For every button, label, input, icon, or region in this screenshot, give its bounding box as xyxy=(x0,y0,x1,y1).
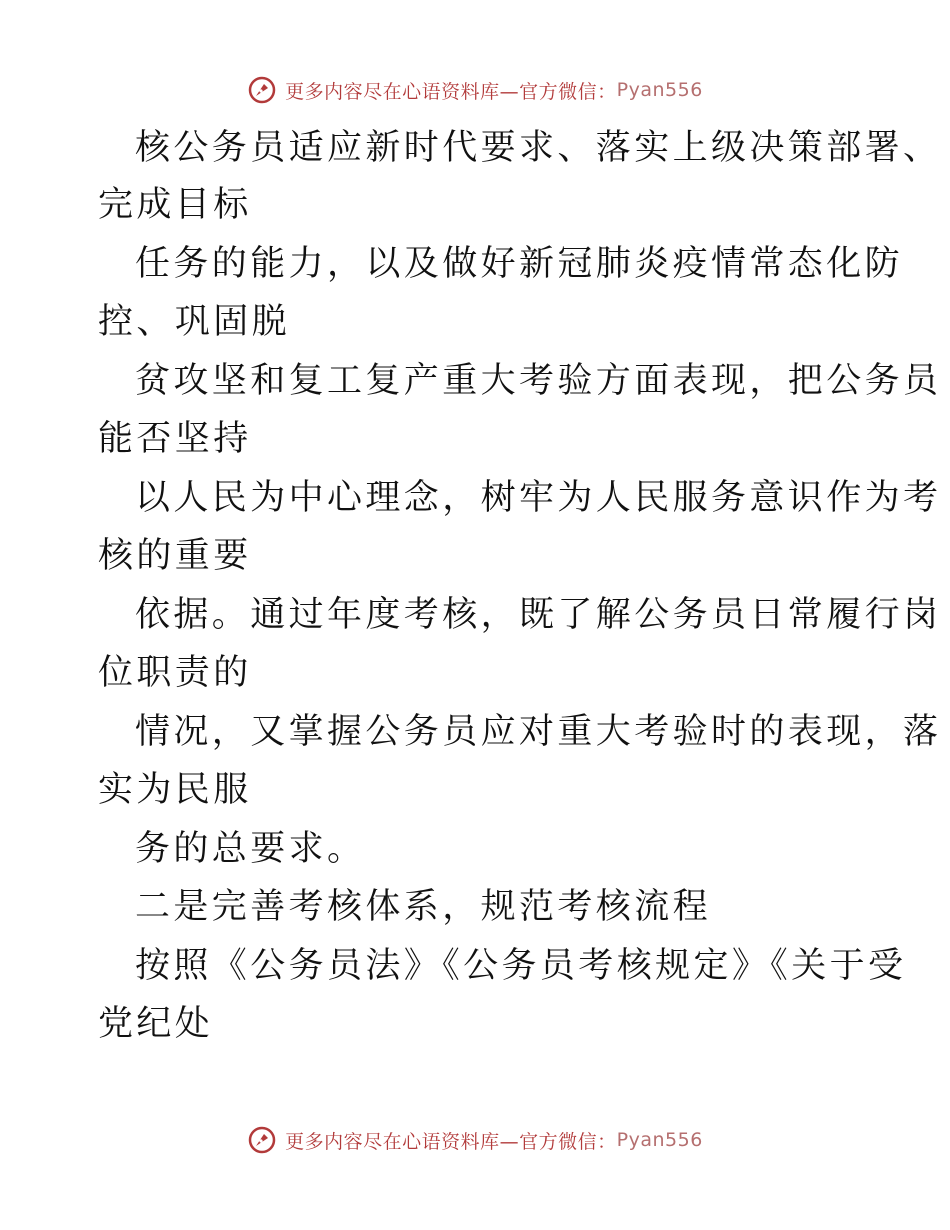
paragraph-line: 党纪处 xyxy=(98,1004,214,1044)
paragraph-line: 核公务员适应新时代要求、落实上级决策部署、 xyxy=(135,128,942,168)
paragraph-line: 务的总要求。 xyxy=(135,829,366,869)
section-heading-line: 二是完善考核体系，规范考核流程 xyxy=(135,887,712,927)
paragraph-line: 能否坚持 xyxy=(98,419,252,459)
paragraph-line: 情况，又掌握公务员应对重大考验时的表现，落 xyxy=(135,712,942,752)
paragraph-line: 位职责的 xyxy=(98,653,252,693)
watermark-text: 更多内容尽在心语资料库—官方微信： xyxy=(285,1130,617,1153)
paragraph-line: 控、巩固脱 xyxy=(98,302,291,342)
watermark-wechat-id: Pyan556 xyxy=(616,1129,703,1151)
watermark-wechat-id: Pyan556 xyxy=(616,79,703,101)
footer-watermark xyxy=(0,1120,950,1160)
paragraph-line: 以人民为中心理念，树牢为人民服务意识作为考 xyxy=(135,478,942,518)
paragraph-line: 核的重要 xyxy=(98,536,252,576)
paragraph-line: 任务的能力，以及做好新冠肺炎疫情常态化防 xyxy=(135,244,904,284)
paragraph-line: 贫攻坚和复工复产重大考验方面表现，把公务员 xyxy=(135,361,942,401)
paragraph-line: 按照《公务员法》《公务员考核规定》《关于受 xyxy=(135,946,907,986)
watermark-text: 更多内容尽在心语资料库—官方微信： xyxy=(285,80,617,103)
paragraph-line: 实为民服 xyxy=(98,770,252,810)
pen-nib-logo-icon xyxy=(247,1125,277,1155)
paragraph-line: 依据。通过年度考核，既了解公务员日常履行岗 xyxy=(135,595,942,635)
paragraph-line: 完成目标 xyxy=(98,185,252,225)
